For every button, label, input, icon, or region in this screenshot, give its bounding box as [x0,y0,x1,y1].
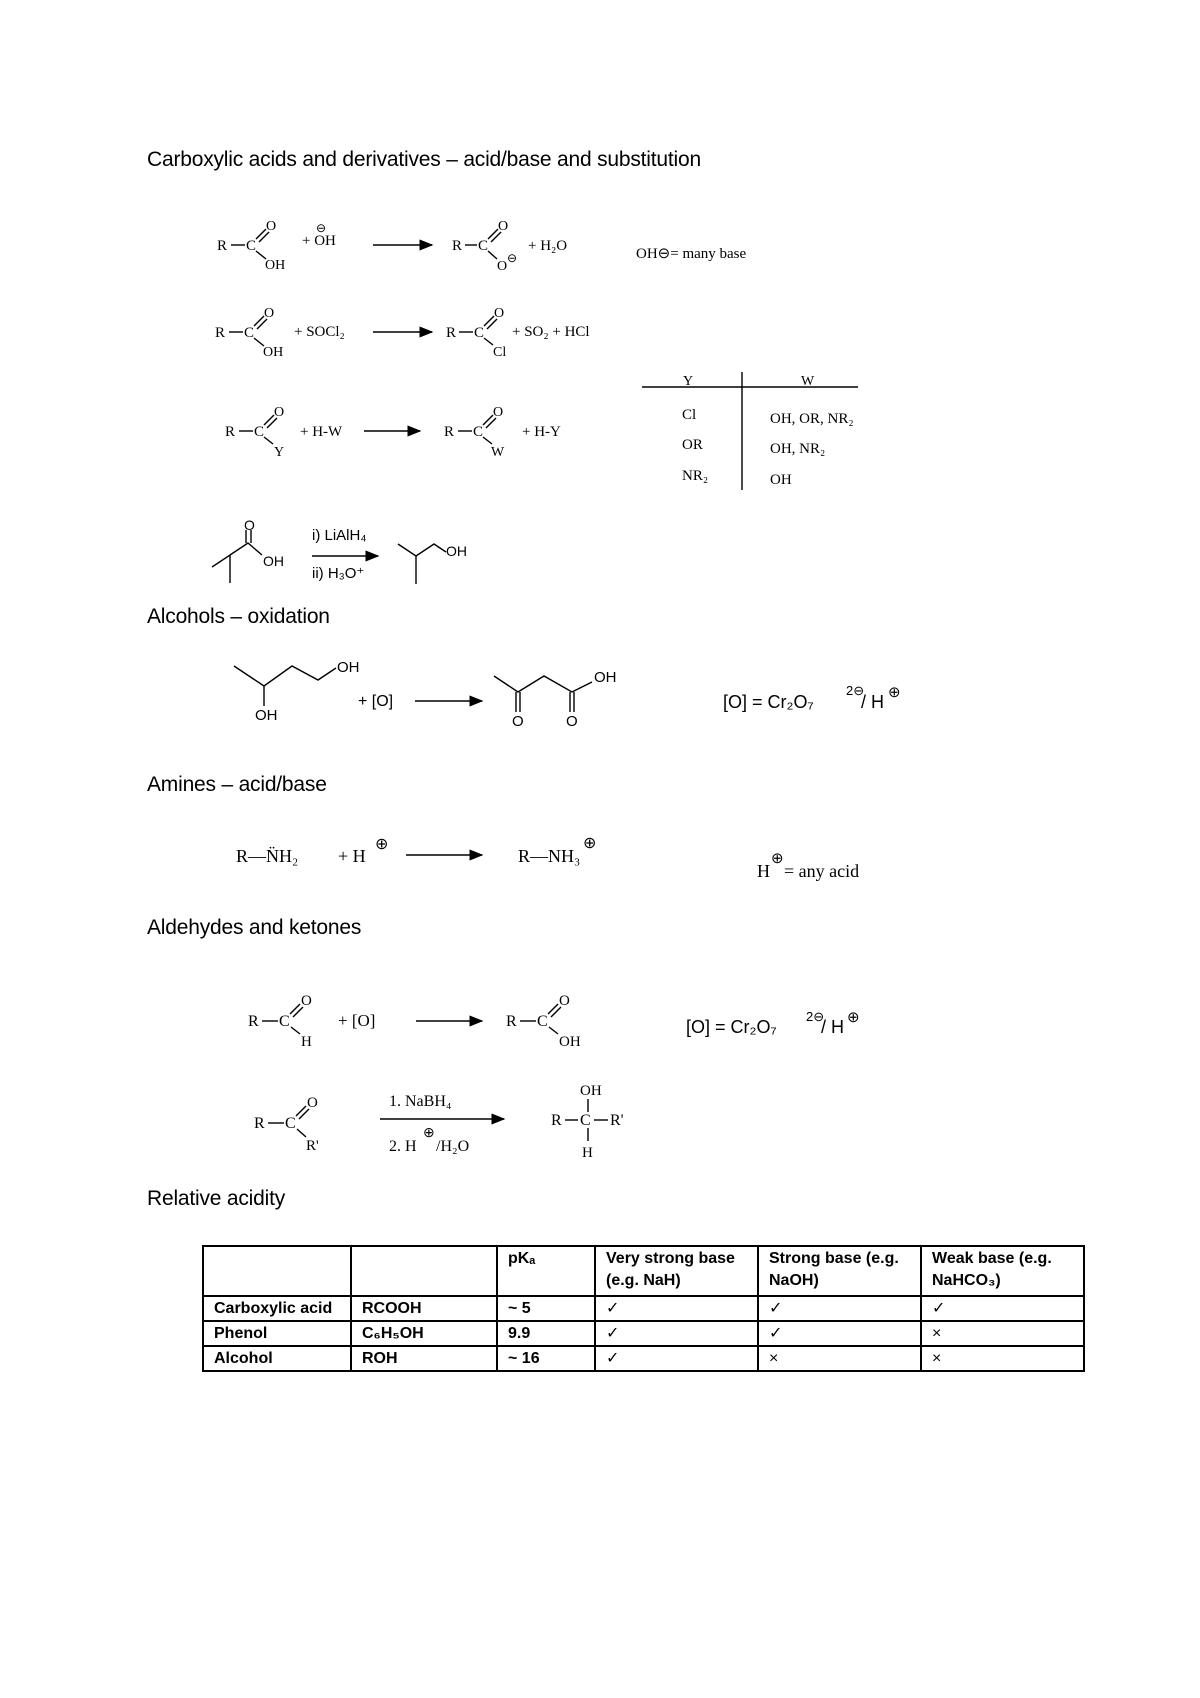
section-heading-acidity: Relative acidity [147,1187,286,1210]
compound-formula: RCOOH [351,1296,497,1321]
compound-formula: ROH [351,1346,497,1371]
section-heading-alcohols: Alcohols – oxidation [147,605,330,628]
atom-oh: OH [594,669,617,686]
atom-h: H [582,1145,593,1161]
atom-c: C [246,238,257,254]
acid-note-h: H [757,861,770,881]
reagent-oxidant: + [O] [338,1011,376,1030]
header-cell [203,1246,351,1296]
atom-y: Y [274,445,285,460]
atom-r: R [446,325,457,341]
table-row [203,1346,1084,1371]
reaction-acyl-chloride [215,306,590,360]
atom-o: O [559,993,570,1009]
atom-cl: Cl [493,345,507,360]
compound-name: Phenol [203,1321,351,1346]
atom-oh: OH [337,659,360,676]
yw-y-3: NR₂ [682,468,709,484]
atom-r: R [444,424,455,440]
atom-oh: OH [446,543,467,559]
atom-c: C [244,325,255,341]
minus-charge: ⊖ [507,251,518,265]
atom-r: R [506,1013,517,1030]
atom-o: O [266,219,277,234]
atom-h: H [301,1034,312,1050]
atom-c: C [279,1013,290,1030]
minus-charge: ⊖ [316,221,327,235]
atom-c: C [285,1115,296,1132]
oplus-charge: ⊕ [423,1126,435,1141]
compound-pka: ~ 16 [497,1346,595,1371]
yw-w-3: OH [770,472,792,488]
header-very-strong-base: Very strong base (e.g. NaH) [595,1246,758,1296]
reaction-amine-protonation [236,835,859,881]
header-weak-base: Weak base (e.g. NaHCO₃) [921,1246,1084,1296]
yw-header-y: Y [683,374,694,389]
oplus-charge: ⊕ [847,1009,860,1026]
compound-pka: 9.9 [497,1321,595,1346]
atom-r: R [215,325,226,341]
compound-pka: ~ 5 [497,1296,595,1321]
mark-cell: ✓ [595,1321,758,1346]
atom-c: C [254,424,265,440]
mark-cell: ✓ [595,1346,758,1371]
atom-o: O [264,306,275,321]
condition-acid-workup: 2. H [389,1138,417,1155]
reaction-aldehyde-oxidation [248,993,860,1050]
reagent-proton: + H [338,846,366,866]
atom-o: O [497,259,508,274]
reagent-hydroxide: + OH [302,233,336,249]
atom-o: O [494,306,505,321]
product-water: + H₂O [528,238,568,254]
atom-o: O [566,713,578,730]
atom-w: W [491,445,505,460]
reagent-socl2: + SOCl₂ [294,324,345,340]
table-row [203,1321,1084,1346]
yw-w-2: OH, NR₂ [770,441,826,457]
oxidant-proton: / H [821,1017,845,1037]
atom-o: O [512,713,524,730]
oxidant-charge: 2⊖ [846,683,865,698]
reaction-alcohol-oxidation [234,659,901,730]
ammonium-product: R—NH₃ [518,846,581,866]
acid-note: = any acid [784,861,860,881]
oplus-charge: ⊕ [583,835,597,852]
mark-cell: × [758,1346,921,1371]
atom-o: O [498,219,509,234]
section-heading-carboxylic: Carboxylic acids and derivatives – acid/base and substitution [147,148,701,171]
amine-reactant: R—N̈H₂ [236,846,299,866]
atom-c: C [474,325,485,341]
atom-oh: OH [263,553,284,569]
atom-r: R [248,1013,259,1030]
atom-oh: OH [263,345,284,360]
mark-cell: ✓ [595,1296,758,1321]
yw-y-2: OR [682,437,703,453]
atom-r: R [217,238,228,254]
atom-r: R [254,1115,265,1132]
atom-oh: OH [580,1083,602,1099]
section-heading-amines: Amines – acid/base [147,773,327,796]
relative-acidity-table [202,1245,1085,1372]
atom-o: O [493,405,504,420]
reaction-substitution [225,372,858,490]
atom-c: C [473,424,484,440]
atom-r-prime: R' [306,1138,319,1154]
header-strong-base: Strong base (e.g. NaOH) [758,1246,921,1296]
oxidant-note: [O] = Cr₂O₇ [686,1017,777,1037]
mark-cell: ✓ [921,1296,1084,1321]
oxidant-charge: 2⊖ [806,1009,825,1024]
product-so2-hcl: + SO₂ + HCl [512,324,590,340]
atom-c: C [537,1013,548,1030]
table-header-row [203,1246,1084,1296]
atom-r: R [225,424,236,440]
atom-r: R [551,1112,562,1129]
reaction-ketone-reduction [254,1083,624,1161]
yw-header-w: W [801,374,815,389]
oplus-charge: ⊕ [375,836,389,853]
atom-r-prime: R' [610,1112,624,1129]
note-base: OH⊖= many base [636,246,747,262]
atom-c: C [478,238,489,254]
atom-o: O [244,517,255,533]
oxidant-note: [O] = Cr₂O₇ [723,692,814,712]
section-heading-aldehydes: Aldehydes and ketones [147,916,362,939]
compound-name: Alcohol [203,1346,351,1371]
oplus-charge: ⊕ [771,851,784,867]
atom-o: O [301,993,312,1009]
condition-nabh4: 1. NaBH₄ [389,1093,452,1110]
product-hy: + H-Y [522,424,561,440]
mark-cell: × [921,1321,1084,1346]
atom-o: O [274,405,285,420]
yw-y-1: Cl [682,407,697,423]
atom-oh: OH [255,707,278,724]
mark-cell: × [921,1346,1084,1371]
reaction-lialh4-reduction [212,517,467,584]
condition-lialh4: i) LiAlH₄ [312,527,367,544]
atom-c: C [580,1112,591,1129]
condition-h3o: ii) H₃O⁺ [312,565,365,582]
header-cell [351,1246,497,1296]
oxidant-proton: / H [861,692,885,712]
table-row [203,1296,1084,1321]
header-pka: pKₐ [497,1246,595,1296]
reagent-oxidant: + [O] [358,693,394,710]
compound-formula: C₆H₅OH [351,1321,497,1346]
atom-oh: OH [559,1034,581,1050]
yw-w-1: OH, OR, NR₂ [770,411,854,427]
mark-cell: ✓ [758,1296,921,1321]
atom-oh: OH [265,258,286,273]
oplus-charge: ⊕ [888,684,901,701]
condition-water: /H₂O [436,1138,470,1155]
compound-name: Carboxylic acid [203,1296,351,1321]
reaction-deprotonation [217,219,747,274]
mark-cell: ✓ [758,1321,921,1346]
atom-o: O [307,1095,318,1111]
reagent-hw: + H-W [300,424,343,440]
atom-r: R [452,238,463,254]
